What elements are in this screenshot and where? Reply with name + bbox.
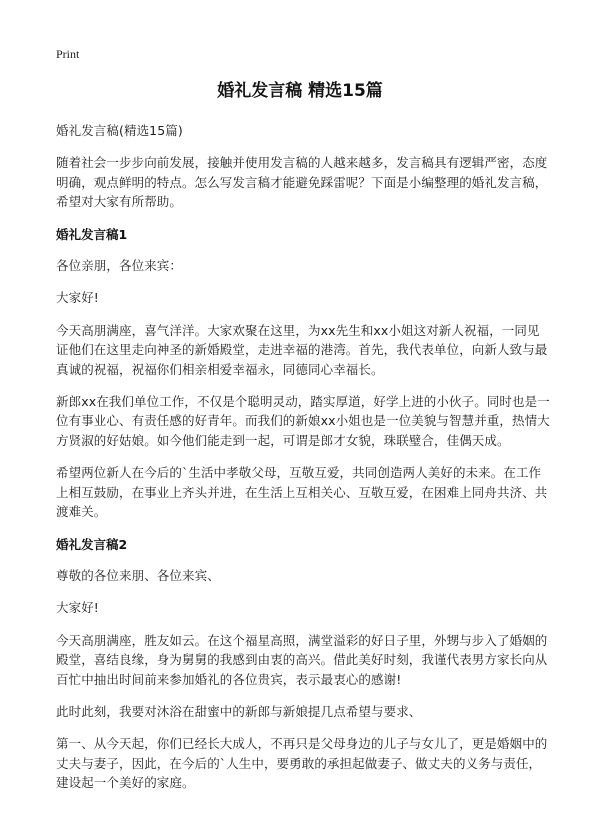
- document-body: [56, 121, 550, 793]
- document-title: 婚礼发言稿 精选15篇: [217, 81, 383, 101]
- paragraph: 新郎xx在我们单位工作，不仅是个聪明灵动，踏实厚道，好学上进的小伙子。同时也是一位有事业心、有责任感的好青年。而我们的新娘xx小姐也是一位美貌与智慧并重，热情大方贤淑的好姑娘。如今他们能走到一起，可谓是郎才女貌，珠联璧合，佳偶天成。: [56, 394, 550, 448]
- section-heading: 婚礼发言稿2: [56, 536, 128, 552]
- document-subtitle: 婚礼发言稿(精选15篇): [56, 123, 183, 138]
- section-heading: 婚礼发言稿1: [56, 226, 128, 242]
- intro-paragraph: 随着社会一步步向前发展，接触并使用发言稿的人越来越多，发言稿具有逻辑严密，态度明确，观点鲜明的特点。怎么写发言稿才能避免踩雷呢？下面是小编整理的婚礼发言稿，希望对大家有所帮助。: [56, 155, 548, 210]
- paragraph: 尊敬的各位来朋、各位来宾、: [56, 567, 220, 583]
- paragraph: 第一、从今天起，你们已经长大成人，不再只是父母身边的儿子与女儿了，更是婚姻中的丈夫与妻子，因此，在今后的`人生中，要勇敢的承担起做妻子、做丈夫的义务与责任，建设起一个美好的家庭。: [56, 736, 548, 791]
- paragraph: 大家好!: [56, 290, 99, 306]
- paragraph: 希望两位新人在今后的`生活中孝敬父母，互敬互爱，共同创造两人美好的未来。在工作上相互鼓励，在事业上齐头并进，在生活上互相关心、互敬互爱，在困难上同舟共济、共渡难关。: [56, 465, 548, 520]
- paragraph: 此时此刻，我要对沐浴在甜蜜中的新郎与新娘提几点希望与要求、: [56, 703, 422, 719]
- paragraph: 大家好!: [56, 600, 99, 616]
- print-link[interactable]: Print: [56, 47, 80, 61]
- paragraph: 各位亲朋，各位来宾：: [56, 258, 183, 274]
- paragraph: 今天高朋满座，胜友如云。在这个福星高照，满堂溢彩的好日子里，外甥与步入了婚姻的殿堂，喜结良缘，身为舅舅的我感到由衷的高兴。借此美好时刻，我谨代表男方家长向从百忙中抽出时间前来参加婚礼的各位贵宾，表示最衷心的感谢!: [56, 632, 548, 687]
- paragraph: 今天高朋满座，喜气洋洋。大家欢聚在这里，为xx先生和xx小姐这对新人祝福，一同见证他们在这里走向神圣的新婚殿堂，走进幸福的港湾。首先，我代表单位，向新人致与最真诚的祝福，祝福你们相亲相爱幸福永，同德同心幸福长。: [56, 322, 548, 377]
